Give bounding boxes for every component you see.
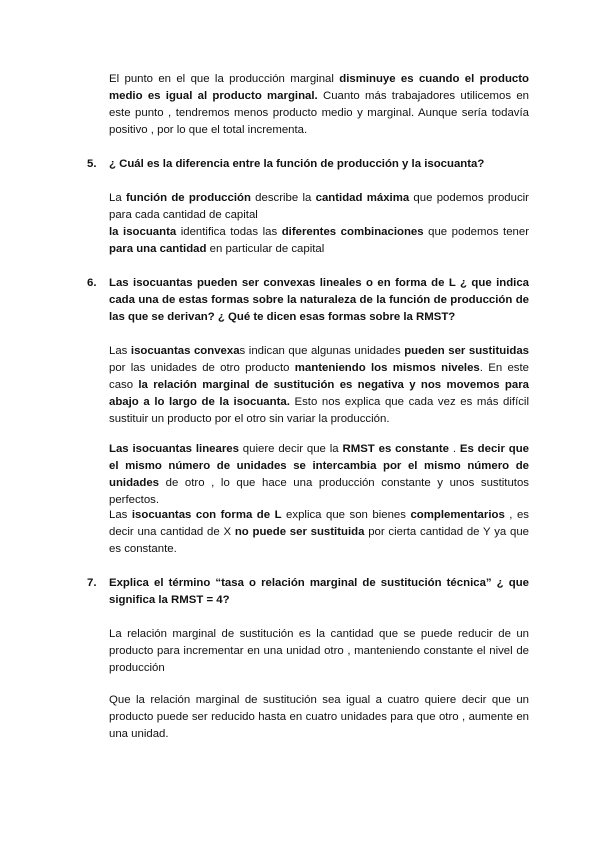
emphasis-text: la relación marginal de sustitución es negativa y nos movemos para abajo a lo largo de la isocuanta. [109, 379, 529, 408]
emphasis-text: pueden ser sustituidas [404, 345, 529, 357]
body-text: por las unidades de otro producto [109, 362, 295, 374]
emphasis-text: RMST es constante [342, 443, 449, 455]
body-text: que podemos tener [423, 226, 529, 238]
question-text: Las isocuantas pueden ser convexas lineales o en forma de L ¿ que indica cada una de estas formas sobre la naturaleza de la función de producción de las que se derivan? ¿ Qué te dicen esas formas sobre la RMST? [109, 277, 529, 323]
paragraph-punto-marginal [109, 71, 529, 139]
body-text: Esto nos explica que cada vez es más difícil sustituir un producto por el otro sin variar la producción. [109, 396, 529, 425]
emphasis-text: no puede ser sustituida [234, 526, 365, 538]
paragraph-isocuantas-convexas [109, 343, 529, 428]
body-text: por cierta cantidad de Y ya que es constante. [109, 526, 529, 555]
emphasis-text: manteniendo los mismos niveles [294, 362, 480, 374]
question-text: ¿ Cuál es la diferencia entre la función de producción y la isocuanta? [109, 158, 485, 170]
body-text: que podemos producir para cada cantidad de capital [109, 192, 529, 221]
body-text: La [109, 192, 126, 204]
body-text: Que la relación marginal de sustitución sea igual a cuatro quiere decir que un producto puede ser reducido hasta en cuatro unidades para que otro , aumente en una unidad. [109, 694, 529, 740]
emphasis-text: función de producción [125, 192, 251, 204]
emphasis-text: disminuye es cuando el producto medio es igual al producto marginal. [109, 73, 530, 102]
emphasis-text: isocuantas convexa [130, 345, 240, 357]
emphasis-text: para una cantidad [109, 243, 207, 255]
body-text: , es decir una cantidad de X [109, 509, 529, 538]
body-text: describe la [250, 192, 316, 204]
question-7 [87, 575, 529, 609]
paragraph-isocuantas-forma-l [109, 507, 529, 558]
emphasis-text: cantidad máxima [315, 192, 410, 204]
question-text: Explica el término “tasa o relación marginal de sustitución técnica” ¿ que significa la RMST = 4? [109, 577, 529, 606]
body-text: explica que son bienes [281, 509, 411, 521]
emphasis-text: Es decir que el mismo número de unidades se intercambia por el mismo número de unidades [109, 443, 529, 489]
body-text: en particular de capital [206, 243, 325, 255]
body-text: s indican que algunas unidades [239, 345, 405, 357]
question-number: 6. [87, 277, 97, 289]
body-text: Las [109, 509, 132, 521]
body-text: . [448, 443, 460, 455]
paragraph-isocuantas-lineares [109, 441, 529, 509]
question-6 [87, 275, 529, 326]
body-text: . En este caso [109, 362, 530, 391]
body-text: de otro , lo que hace una producción constante y unos sustitutos perfectos. [109, 477, 529, 506]
body-text: quiere decir que la [238, 443, 343, 455]
body-text: Las [109, 345, 131, 357]
emphasis-text: isocuantas con forma de L [131, 509, 282, 521]
emphasis-text: diferentes combinaciones [281, 226, 424, 238]
question-number: 5. [87, 158, 97, 170]
body-text: La relación marginal de sustitución es la cantidad que se puede reducir de un producto para incrementar en una unidad otro , manteniendo constante el nivel de producción [109, 628, 529, 674]
paragraph-funcion-produccion [109, 190, 529, 224]
question-number: 7. [87, 577, 97, 589]
emphasis-text: Las isocuantas lineares [109, 443, 239, 455]
body-text: identifica todas las [176, 226, 282, 238]
paragraph-rmst-igual-4 [109, 692, 529, 743]
emphasis-text: complementarios [410, 509, 505, 521]
paragraph-rmst-definicion [109, 626, 529, 677]
emphasis-text: la isocuanta [109, 226, 177, 238]
body-text: Cuanto más trabajadores utilicemos en este punto , tendremos menos producto medio y marginal. Aunque sería todavía positivo , por lo que el total incrementa. [109, 90, 529, 136]
paragraph-isocuanta [109, 224, 529, 258]
question-5 [87, 156, 529, 173]
body-text: El punto en el que la producción marginal [109, 73, 340, 85]
